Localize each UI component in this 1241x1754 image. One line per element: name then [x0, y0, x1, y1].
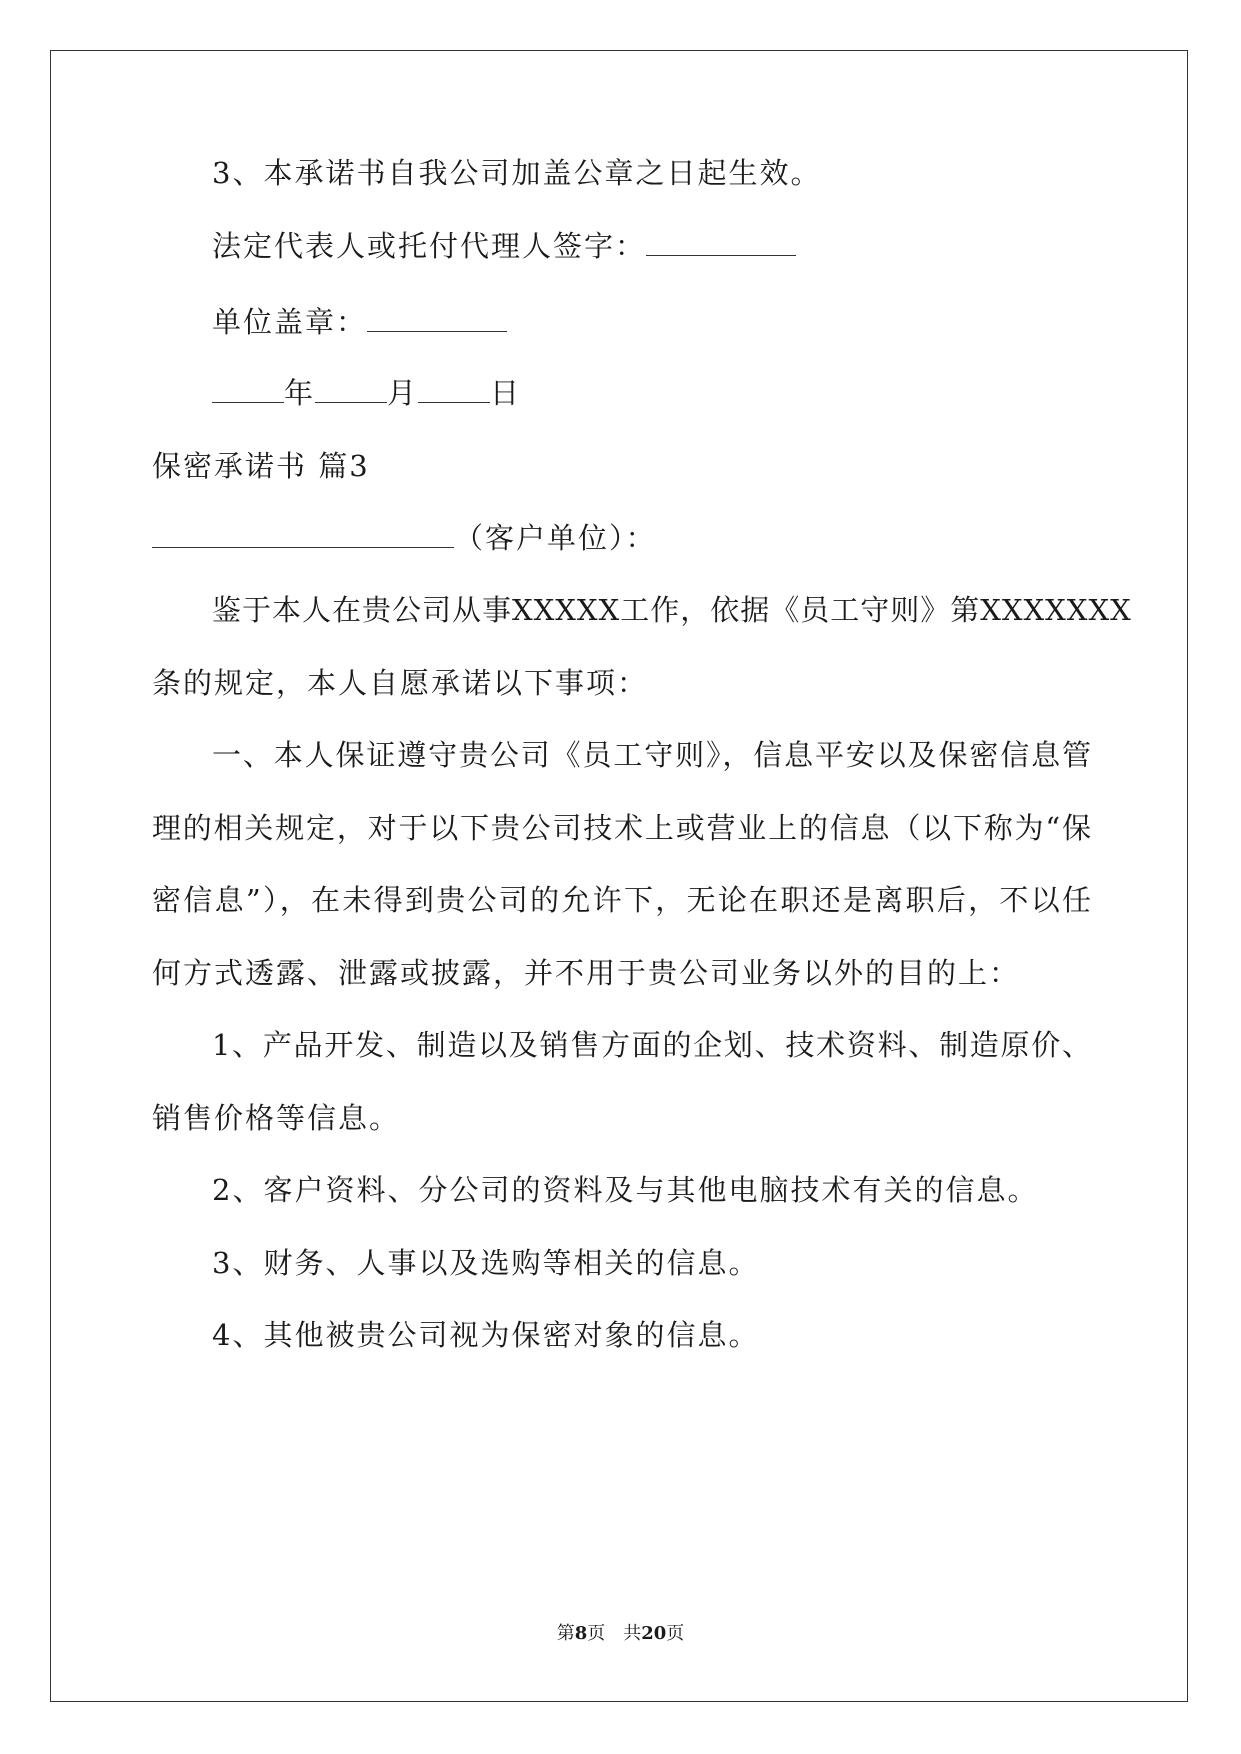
month-label: 月 — [387, 376, 419, 410]
item-4: 4、其他被贵公司视为保密对象的信息。 — [212, 1318, 760, 1352]
signature-label: 法定代表人或托付代理人签字： — [212, 229, 647, 263]
addressee-line — [152, 518, 657, 558]
paragraph-intro-line-2: 条的规定，本人自愿承诺以下事项： — [152, 666, 649, 700]
item-1-line-1: 1、产品开发、制造以及销售方面的企划、技术资料、制造原价、 — [212, 1028, 1092, 1062]
paragraph-1-line-1: 一、本人保证遵守贵公司《员工守则》，信息平安以及保密信息管 — [212, 738, 1092, 772]
paragraph-intro-line-1: 鉴于本人在贵公司从事XXXXX工作，依据《员工守则》第XXXXXXX — [212, 593, 1132, 627]
day-label: 日 — [490, 376, 522, 410]
page-mid: 页 共 — [587, 1623, 642, 1644]
item-2: 2、客户资料、分公司的资料及与其他电脑技术有关的信息。 — [212, 1173, 1039, 1207]
date-line — [212, 373, 521, 413]
paragraph-1-line-4: 何方式透露、泄露或披露，并不用于贵公司业务以外的目的上： — [152, 956, 1021, 990]
day-blank[interactable] — [418, 374, 490, 403]
page-suffix: 页 — [666, 1623, 685, 1644]
page-total: 20 — [641, 1623, 667, 1644]
paragraph-1-line-3: 密信息”），在未得到贵公司的允许下，无论在职还是离职后，不以任 — [152, 883, 1092, 917]
seal-label: 单位盖章： — [212, 305, 368, 339]
year-blank[interactable] — [212, 374, 284, 403]
month-blank[interactable] — [315, 374, 387, 403]
paragraph-1-line-2: 理的相关规定，对于以下贵公司技术上或营业上的信息（以下称为“保 — [152, 811, 1092, 845]
year-label: 年 — [284, 376, 316, 410]
page-current: 8 — [574, 1623, 588, 1644]
page-footer — [0, 1622, 1241, 1646]
item-3: 3、财务、人事以及选购等相关的信息。 — [212, 1246, 760, 1280]
seal-line — [212, 302, 507, 342]
item-1-line-2: 销售价格等信息。 — [152, 1101, 401, 1135]
seal-blank[interactable] — [367, 303, 507, 332]
signature-line — [212, 226, 796, 266]
client-blank[interactable] — [152, 519, 454, 548]
page-prefix: 第 — [556, 1623, 575, 1644]
signature-blank[interactable] — [646, 227, 796, 256]
addressee-label: （客户单位）： — [454, 521, 657, 555]
clause-3-effective: 3、本承诺书自我公司加盖公章之日起生效。 — [212, 156, 822, 190]
section-heading: 保密承诺书 篇3 — [152, 449, 370, 483]
page-border — [50, 50, 1188, 1702]
